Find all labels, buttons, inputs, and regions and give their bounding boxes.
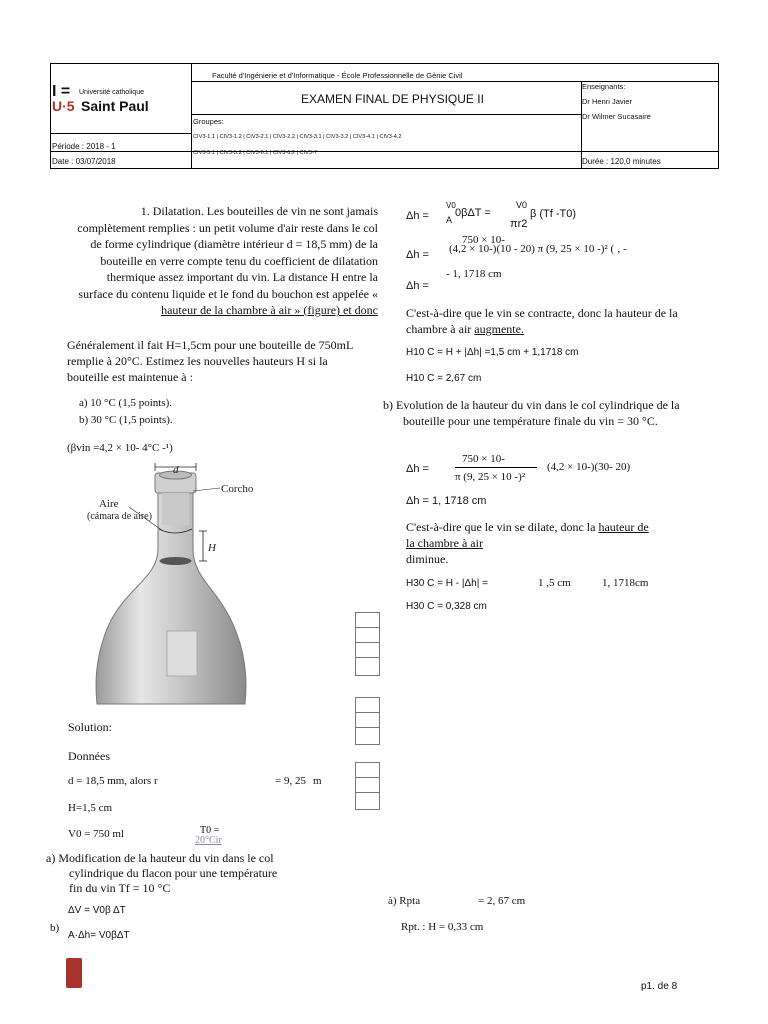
groups-line-1: CIV3-1.1 | CIV3-1.2 | CIV3-2.1 | CIV3-2.2 | CIV3-3.1 | CIV3-3.2 | CIV3-4.1 | CIV3-4.2 — [193, 134, 402, 140]
conclusion-b-line-1 — [406, 519, 726, 535]
exam-duration: Durée : 120,0 minutes — [582, 157, 661, 166]
eq5-result: Δh = 1, 1718 cm — [406, 495, 487, 507]
grid-box — [355, 612, 380, 676]
h30-value-2: 1, 1718cm — [602, 577, 649, 589]
question-line-3: bouteille est maintenue à : — [67, 370, 193, 384]
problem-line-6: surface du contenu liquide et le fond du bouchon est appelée « — [78, 286, 378, 301]
teacher-1: Dr Henri Javier — [582, 97, 633, 106]
eq1-pi-r2: πr2 — [510, 218, 528, 230]
figure-label-aire-sub: (cámara de aire) — [87, 511, 152, 522]
part-a-heading — [46, 851, 366, 896]
conclusion-a-line-1: C'est-à-dire que le vin se contracte, donc la hauteur de la — [406, 306, 678, 320]
eq2-body: (4,2 × 10-)(10 - 20) π (9, 25 × 10 -)² ( ‚ - — [449, 243, 627, 255]
solution-title: Solution: — [68, 720, 113, 734]
part-b-line-2: bouteille pour une température finale du vin = 30 °C. — [403, 414, 658, 428]
part-b-line-1: b) Evolution de la hauteur du vin dans le col cylindrique de la — [383, 398, 680, 412]
groups-label: Groupes: — [193, 117, 224, 126]
answer-a-label: à) Rpta — [388, 895, 421, 907]
question-a: a) 10 °C (1,5 points). — [79, 397, 173, 409]
eq4-rhs: (4,2 × 10-)(30- 20) — [547, 461, 631, 473]
logo-mark-bottom: U·5 — [52, 98, 75, 114]
h10-equation: H10 C = H + |Δh| =1,5 cm + 1,1718 cm — [406, 347, 579, 358]
exam-date: Date : 03/07/2018 — [52, 157, 116, 166]
problem-line-7: hauteur de la chambre à air » (figure) et donc — [161, 303, 378, 317]
h30-value-1: 1 ,5 cm — [538, 577, 571, 589]
volume-line: V0 = 750 ml — [68, 828, 125, 840]
problem-line-4: bouteille en verre compte tenu du coefficient de dilatation — [100, 253, 378, 268]
figure-label-aire: Aire — [99, 498, 119, 510]
problem-line-5: thermique assez important du vin. La distance H entre la — [106, 270, 378, 284]
eq3-value: - 1, 1718 cm — [446, 268, 502, 280]
logo-mark-top: I = — [52, 83, 71, 100]
problem-line-1: 1. Dilatation. Les bouteilles de vin ne sont jamais — [140, 204, 378, 218]
answer-a-value: = 2, 67 cm — [478, 895, 526, 907]
faculty-name: Faculté d'Ingénierie et d'Informatique - École Professionnelle de Génie Civil — [212, 71, 463, 80]
height-line: H=1,5 cm — [68, 802, 113, 814]
question-line-1: Généralement il fait H=1,5cm pour une bouteille de 750mL — [67, 338, 354, 352]
part-a-line-2: cylindrique du flacon pour une température — [69, 866, 278, 880]
problem-statement — [46, 203, 378, 319]
eq3-lhs: Δh = — [406, 280, 429, 292]
part-a-line-3: fin du vin Tf = 10 °C — [69, 881, 171, 895]
part-b-heading — [383, 397, 723, 429]
radius-value: = 9, 25 — [275, 775, 306, 787]
conclusion-a-line-2 — [406, 321, 726, 337]
part-b-label: b) — [50, 922, 60, 934]
eq4-denominator: π (9, 25 × 10 -)² — [455, 471, 526, 483]
question-intro — [67, 337, 387, 385]
grid-box — [355, 697, 380, 745]
beta-value: (βvin =4,2 × 10- 4°C -¹) — [67, 442, 173, 454]
grid-box — [355, 762, 380, 810]
conclusion-a — [406, 305, 726, 337]
h30-result: H30 C = 0,328 cm — [406, 601, 487, 612]
eq1-mid: 0βΔT = — [455, 207, 491, 219]
conclusion-a-text: chambre à air — [406, 322, 475, 336]
figure-label-d: d — [173, 464, 179, 476]
eq1-lhs: Δh = — [406, 210, 429, 222]
exam-title: EXAMEN FINAL DE PHYSIQUE II — [301, 92, 484, 106]
eq1-a: A — [446, 215, 453, 225]
eq4-fraction-bar — [455, 467, 537, 468]
period: Période : 2018 - 1 — [52, 142, 116, 151]
teachers-label: Enseignants: — [582, 82, 626, 91]
t0-value: 20°Cir — [195, 835, 222, 846]
teacher-2: Dr Wilmer Sucasaire — [582, 112, 651, 121]
question-b: b) 30 °C (1,5 points). — [79, 414, 173, 426]
t0-label: T0 = — [200, 825, 220, 836]
eq1-v0b: V0 — [516, 200, 528, 210]
conclusion-b-text: C'est-à-dire que le vin se dilate, donc la — [406, 520, 599, 534]
delta-v-equation: ΔV = V0β ΔT — [68, 905, 126, 916]
eq1-rhs: β (Tf -T0) — [530, 208, 577, 220]
conclusion-b-keyword: hauteur de — [598, 520, 649, 534]
eq2-numerator: 750 × 10- — [462, 234, 505, 246]
delta-h-equation: A·Δh= V0βΔT — [68, 930, 130, 941]
h30-equation: H30 C = H - |Δh| = — [406, 578, 488, 589]
part-a-line-1: a) Modification de la hauteur du vin dans le col — [46, 851, 274, 865]
data-title: Données — [68, 749, 110, 763]
eq4-numerator: 750 × 10- — [462, 453, 505, 465]
diameter-line: d = 18,5 mm, alors r — [68, 775, 158, 787]
conclusion-b — [406, 519, 726, 567]
eq2-lhs: Δh = — [406, 249, 429, 261]
groups-line-2: CIV3-5.1 | CIV3-5.2 | CIV3-6.1 | CIV3-6.2 | CIV3-7 — [193, 150, 317, 156]
university-name: Saint Paul — [81, 98, 149, 114]
conclusion-b-line-3: diminue. — [406, 552, 449, 566]
answer-b: Rpt. : H = 0,33 cm — [401, 921, 484, 933]
conclusion-b-line-2: la chambre à air — [406, 536, 483, 550]
conclusion-a-keyword: augmente. — [474, 322, 524, 336]
footer-logo-icon — [66, 958, 82, 988]
eq1-v0: V0 — [446, 201, 456, 210]
eq4-lhs: Δh = — [406, 463, 429, 475]
university-small: Université catholique — [79, 89, 144, 96]
figure-label-h: H — [208, 542, 216, 554]
problem-line-3: de forme cylindrique (diamètre intérieur d = 18,5 mm) de la — [90, 237, 378, 251]
question-line-2: remplie à 20°C. Estimez les nouvelles hauteurs H si la — [67, 354, 328, 368]
radius-unit: m — [313, 775, 322, 787]
wine-bottle-figure — [85, 459, 265, 709]
problem-line-2: complètement remplies : un petit volume d'air reste dans le col — [77, 220, 378, 235]
figure-label-corcho: Corcho — [221, 483, 254, 495]
h10-result: H10 C = 2,67 cm — [406, 373, 482, 384]
page-number: p1. de 8 — [641, 981, 678, 992]
